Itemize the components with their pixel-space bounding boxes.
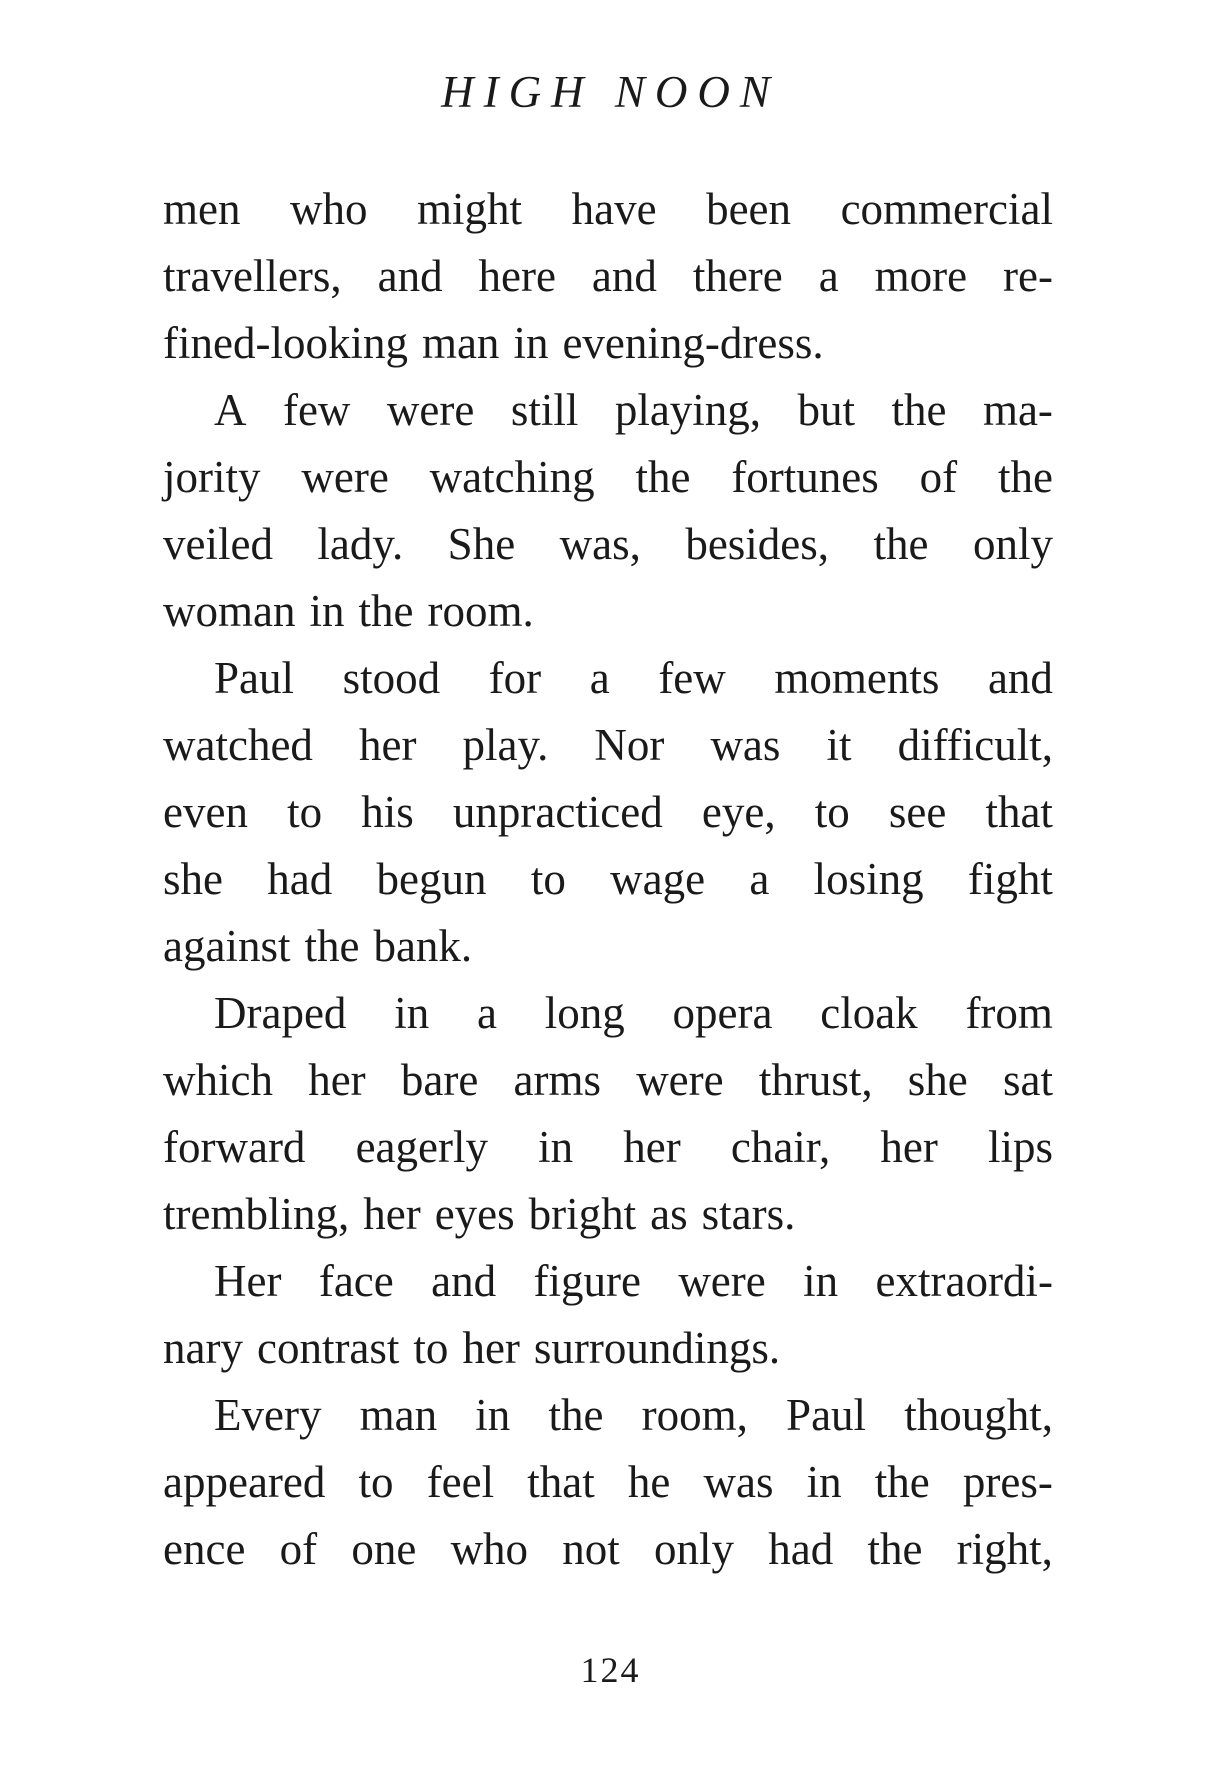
word: cloak xyxy=(820,988,918,1038)
word: her xyxy=(308,1055,366,1105)
word: were xyxy=(301,452,389,502)
word: the xyxy=(874,1457,930,1507)
word: she xyxy=(163,854,223,904)
text-line xyxy=(163,1181,1053,1248)
text-line xyxy=(163,578,1053,645)
word: the xyxy=(998,452,1053,502)
word: the xyxy=(548,1390,604,1440)
word: her xyxy=(462,1323,520,1373)
word: room. xyxy=(427,586,534,636)
word: besides, xyxy=(685,519,830,569)
word: evening-dress. xyxy=(562,318,824,368)
running-head: HIGH NOON xyxy=(441,67,780,117)
text-line xyxy=(163,1516,1053,1583)
word: the xyxy=(867,1524,923,1574)
word: travellers, xyxy=(163,251,342,301)
word: ma- xyxy=(982,385,1053,435)
word: here xyxy=(478,251,556,301)
word: thought, xyxy=(904,1390,1053,1440)
word: his xyxy=(361,787,414,837)
word: her xyxy=(880,1122,938,1172)
text-line xyxy=(163,377,1053,444)
word: stars. xyxy=(701,1189,796,1239)
word: that xyxy=(985,787,1053,837)
word: to xyxy=(413,1323,449,1373)
text-line xyxy=(163,1382,1053,1449)
word: ence xyxy=(163,1524,246,1574)
word: he xyxy=(627,1457,671,1507)
word: might xyxy=(417,184,523,234)
word: to xyxy=(358,1457,394,1507)
word: and xyxy=(591,251,657,301)
word: sat xyxy=(1003,1055,1053,1105)
word: Paul xyxy=(214,653,295,703)
word: fortunes xyxy=(731,452,879,502)
text-line xyxy=(163,1047,1053,1114)
word: moments xyxy=(774,653,940,703)
word: against xyxy=(163,921,291,971)
word: a xyxy=(818,251,839,301)
text-line xyxy=(163,1114,1053,1181)
word: bank. xyxy=(373,921,473,971)
word: she xyxy=(907,1055,968,1105)
word: She xyxy=(447,519,516,569)
word: have xyxy=(571,184,657,234)
word: of xyxy=(919,452,958,502)
word: in xyxy=(394,988,430,1038)
word: only xyxy=(972,519,1053,569)
body-text xyxy=(163,176,1053,1583)
word: a xyxy=(749,854,770,904)
word: the xyxy=(635,452,691,502)
word: chair, xyxy=(730,1122,831,1172)
word: watching xyxy=(429,452,595,502)
word: but xyxy=(797,385,856,435)
text-line xyxy=(163,1248,1053,1315)
word: extraordi- xyxy=(875,1256,1053,1306)
word: losing xyxy=(813,854,924,904)
word: Every xyxy=(214,1390,322,1440)
word: face xyxy=(318,1256,394,1306)
word: to xyxy=(287,787,323,837)
word: who xyxy=(450,1524,529,1574)
word: bright xyxy=(528,1189,637,1239)
word: not xyxy=(562,1524,620,1574)
word: in xyxy=(309,586,345,636)
word: a xyxy=(476,988,497,1038)
word: lady. xyxy=(317,519,404,569)
word: eye, xyxy=(701,787,776,837)
word: A xyxy=(214,385,247,435)
word: right, xyxy=(956,1524,1053,1574)
word: playing, xyxy=(614,385,762,435)
word: in xyxy=(806,1457,842,1507)
word: for xyxy=(488,653,542,703)
page-number: 124 xyxy=(580,1650,641,1690)
word: men xyxy=(163,184,241,234)
word: opera xyxy=(672,988,773,1038)
word: her xyxy=(358,720,417,770)
text-line xyxy=(163,846,1053,913)
word: in xyxy=(475,1390,511,1440)
word: was xyxy=(710,720,781,770)
word: trembling, xyxy=(163,1189,350,1239)
word: her xyxy=(623,1122,681,1172)
word: woman xyxy=(163,586,296,636)
word: play. xyxy=(462,720,549,770)
word: her xyxy=(363,1189,421,1239)
word: Draped xyxy=(214,988,347,1038)
word: were xyxy=(678,1256,766,1306)
word: one xyxy=(351,1524,417,1574)
word: thrust, xyxy=(758,1055,873,1105)
word: still xyxy=(510,385,579,435)
word: had xyxy=(267,854,333,904)
word: room, xyxy=(641,1390,748,1440)
word: arms xyxy=(513,1055,601,1105)
word: see xyxy=(888,787,947,837)
word: were xyxy=(386,385,475,435)
word: even xyxy=(163,787,248,837)
word: surroundings. xyxy=(533,1323,781,1373)
text-line xyxy=(163,712,1053,779)
word: figure xyxy=(533,1256,641,1306)
word: stood xyxy=(342,653,441,703)
word: the xyxy=(358,586,414,636)
word: more xyxy=(874,251,968,301)
word: there xyxy=(692,251,783,301)
word: in xyxy=(538,1122,574,1172)
word: Nor xyxy=(594,720,665,770)
word: begun xyxy=(376,854,487,904)
word: difficult, xyxy=(897,720,1053,770)
text-line xyxy=(163,913,1053,980)
word: feel xyxy=(426,1457,495,1507)
word: few xyxy=(282,385,351,435)
text-line xyxy=(163,1315,1053,1382)
word: forward xyxy=(163,1122,306,1172)
word: few xyxy=(658,653,726,703)
word: a xyxy=(589,653,610,703)
word: as xyxy=(650,1189,688,1239)
word: eagerly xyxy=(355,1122,488,1172)
text-line xyxy=(163,243,1053,310)
word: it xyxy=(826,720,852,770)
word: were xyxy=(636,1055,724,1105)
word: Paul xyxy=(786,1390,867,1440)
word: the xyxy=(304,921,360,971)
word: fined-looking xyxy=(163,318,408,368)
word: lips xyxy=(987,1122,1053,1172)
word: was, xyxy=(559,519,641,569)
word: unpracticed xyxy=(452,787,663,837)
word: who xyxy=(290,184,368,234)
text-line xyxy=(163,980,1053,1047)
text-line xyxy=(163,444,1053,511)
text-line xyxy=(163,1449,1053,1516)
word: of xyxy=(279,1524,318,1574)
word: appeared xyxy=(163,1457,326,1507)
word: wage xyxy=(610,854,706,904)
word: and xyxy=(377,251,443,301)
word: pres- xyxy=(962,1457,1053,1507)
text-line xyxy=(163,645,1053,712)
word: and xyxy=(987,653,1053,703)
word: had xyxy=(768,1524,834,1574)
word: the xyxy=(873,519,929,569)
word: watched xyxy=(163,720,313,770)
word: eyes xyxy=(434,1189,515,1239)
word: to xyxy=(814,787,850,837)
word: bare xyxy=(400,1055,479,1105)
word: Her xyxy=(214,1256,282,1306)
word: nary xyxy=(163,1323,243,1373)
word: that xyxy=(527,1457,595,1507)
word: was xyxy=(703,1457,774,1507)
word: been xyxy=(706,184,792,234)
text-line xyxy=(163,511,1053,578)
word: contrast xyxy=(256,1323,400,1373)
word: to xyxy=(530,854,566,904)
word: commercial xyxy=(840,184,1053,234)
word: jority xyxy=(163,452,261,502)
text-line xyxy=(163,310,1053,377)
word: and xyxy=(431,1256,497,1306)
word: only xyxy=(654,1524,735,1574)
word: the xyxy=(891,385,947,435)
word: veiled xyxy=(163,519,273,569)
word: from xyxy=(965,988,1053,1038)
word: re- xyxy=(1003,251,1053,301)
word: in xyxy=(513,318,549,368)
word: man xyxy=(359,1390,438,1440)
text-line xyxy=(163,779,1053,846)
word: which xyxy=(163,1055,273,1105)
word: long xyxy=(544,988,625,1038)
word: fight xyxy=(967,854,1053,904)
word: in xyxy=(803,1256,839,1306)
text-line xyxy=(163,176,1053,243)
word: man xyxy=(421,318,500,368)
